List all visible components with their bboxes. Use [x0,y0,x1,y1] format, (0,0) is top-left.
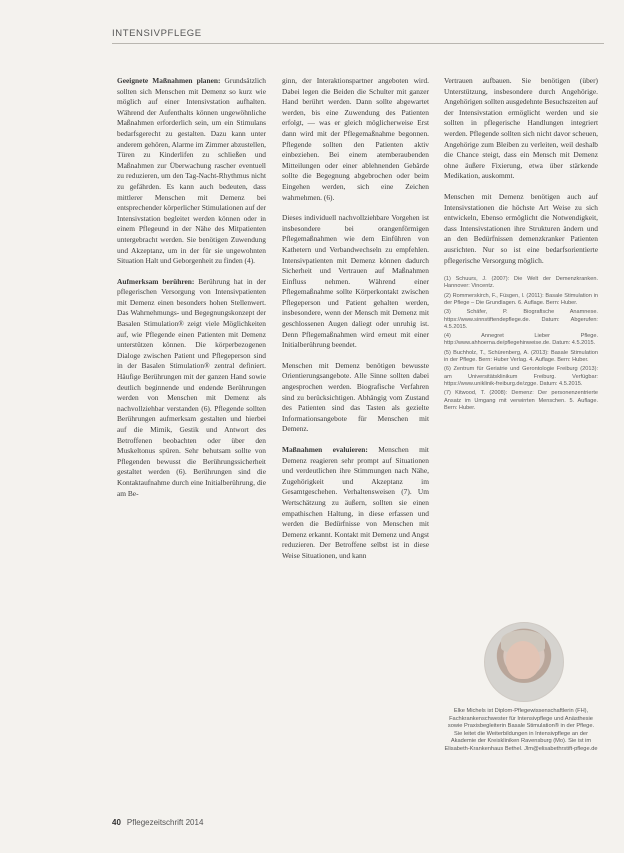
paragraph-text: Dieses individuell nachvollziehbare Vorgehen ist insbesondere bei orangenförmigen Pflegemaßnahmen wie dem Einführen von Kathetern und Verbandwechseln zu empfehlen. Intensivpatienten mit Demenz können dadurch Sicherheit und Vertrauen auf Maßnahmen Einfluss nehmen. Während einer Pflegemaßnahme sollte Körperkontakt zwischen Pflegeperson und Patient gehalten werden, insbesondere, wenn der Mensch mit Demenz mit geschlossenen Augen daliegt oder unruhig ist. Denn Pflegemaßnahmen wird erneut mit einer Initialberührung beendet. [282,213,429,350]
reference-item: (7) Kitwood, T. (2008): Demenz: Der personenzentrierte Ansatz im Umgang mit verwirrten Menschen. 5. Auflage. Bern: Huber. [444,390,598,411]
paragraph-text: Menschen mit Demenz benötigen bewusste Orientierungsangebote. Alle Sinne sollten dabei angesprochen werden. Biografische Verfahren sind zu berücksichtigen. Abhängig vom Zustand des Patienten sind das Tasten als gezielte Informationsangebote für Menschen mit Demenz. [282,360,429,434]
section-title: INTENSIVPFLEGE [112,28,202,39]
author-bio: Elke Michels ist Diplom-Pflegewissenschaftlerin (FH), Fachkrankenschwester für Intensivpflege und Anästhesie sowie Praxisbegleiterin Basale Stimulation® in der Pflege. Sie leitet die Weiterbildungen in Intensivpflege an der Akademie der Kreiskliniken Ravensburg (Mo). Sie ist im Elisabeth-Krankenhaus Bethel. Jlm@elisabethrstift-pflege.de [444,708,598,752]
reference-item: (3) Schäfer, P. Biografische Anamnese. https://www.sinnstiftendepflege.de. Datum: Abgerufen: 4.5.2015. [444,309,598,330]
header-rule [112,43,604,44]
journal-name: Pflegezeitschrift 2014 [126,818,204,827]
column-1 [117,76,266,509]
paragraph-heading: Geeignete Maßnahmen planen: [117,76,221,85]
reference-item: (1) Schuurs, J. (2007): Die Welt der Demenzkranken. Hannover: Vincentz. [444,276,598,290]
page-footer [112,818,203,827]
column-3 [444,76,598,414]
paragraph-text: ginn, der Interaktionspartner angeboten wird. Dabei legen die Beiden die Schulter mit ganzer Hand berührt werden. Dann sollte abgewartet werden, bis eine Zuwendung des Patienten erfolgt, — was er gleich möglicherweise Erst dann wird mit der Pflegemaßnahme begonnen. Pflegende sollten den Patienten aktiv einbeziehen. Bei einem atemberaubenden Mitteilungen oder einer ablehnenden Gebärde sollte die Begegnung abgebrochen oder beim Eingehen werden, sich eine Zeichen wahrnehmen. (6). [282,76,429,202]
paragraph-text: Menschen mit Demenz benötigen auch auf Intensivstationen die höchste Art Weise zu sich entwickeln, Ebenso ermöglicht die Notwendigkeit, dass Intensivstationen ihre Strukturen ändern und an den Bedürfnissen demenzkranker Patienten ausrichten. Nur so ist eine bedarfsorientierte pflegerische Versorgung möglich. [444,191,598,265]
author-face [506,641,540,679]
column-2 [282,76,429,572]
paragraph-heading: Aufmerksam berühren: [117,276,195,286]
reference-item: (6) Zentrum für Geriatrie und Gerontologie Freiburg (2013): am Universitätsklinikum Freiburg. Verfügbar: https://www.uniklinik-freiburg.de/zgge. Datum: 4.5.2015. [444,366,598,387]
reference-item: (2) Rommerskirch, F., Füsgen, I. (2011): Basale Stimulation in der Pflege – Die Grundlagen. 6. Auflage. Bern: Huber. [444,292,598,306]
paragraph [117,76,266,267]
reference-item: (4) Annegret Lieber Pflege. http://www.ahhoerna.de/pflegehinweise.de. Datum: 4.5.2015. [444,333,598,347]
paragraph [282,445,429,562]
paragraph-text: Menschen mit Demenz reagieren sehr prompt auf Situationen und verdeutlichen ihre Stimmungen nach Nähe, Zugehörigkeit und Akzeptanz im Gesamtgeschehen. Verhaltensweisen (7). Um Wertschätzung zu äußern, sollten sie einen empathischen Haltung, in diese erfassen und werden die Bedürfnisse von Menschen mit Demenz erkannt. Kontakt mit Demenz und Angst reduzieren. Der Betroffene selbst ist in diese Weise Situationen, und kann [282,445,429,560]
page-number: 40 [112,818,121,827]
paragraph-text: Vertrauen aufbauen. Sie benötigen (über) Unterstützung, insbesondere durch Angehörige. Angehörigen sollten ausgedehnte Besuchszeiten auf der Intensivstation ermöglicht werden und sie sollten in pflegerische Handlungen integriert werden. Pflegende sollten sich nicht davor scheuen, Angehörige zum Bleiben zu verleiten, weil deshalb die Chance steigt, dass ein Mensch mit Demenz ohne äußere Fixierung, etwa über stärkende Medikation, auskommt. [444,76,598,181]
paragraph-heading: Maßnahmen evaluieren: [282,445,368,454]
reference-list [444,276,598,412]
paragraph [117,277,266,499]
paragraph-text: Berührung hat in der pflegerischen Versorgung von Intensivpatienten mit Demenz einen besonders hohen Stellenwert. Das Wahrnehmungs- und Begegnungskonzept der Basalen Stimulation® zeigt viele Möglichkeiten auf, wie Pflegende einen Patienten mit Demenz unterstützen können. Die körperbezogenen Dialoge zwischen Patient und Pflegeperson sind in der Basalen Stimulation® zentral definiert. Häufige Berührungen mit der ganzen Hand sowie deutlich beginnende und endende Berührungen werden von Menschen mit Demenz als nachvollziehbar verstanden (6). Pflegende sollten Berührungen aufmerksam gestalten und hierbei auf die Mimik, Gestik und Antwort des Betroffenen beobachten oder über den Muskeltonus spüren. Sehr behutsam sollte von Pflegenden bewusst die Berührungssicherheit gestaltet werden (6). Berührungen sind die Kontaktaufnahme durch eine Initialberührung, die am Be- [117,276,267,498]
paragraph-text: Grundsätzlich sollten sich Menschen mit Demenz so kurz wie möglich auf einer Intensivstation aufhalten. Während der Aufenthalts können ungewöhnliche Maßnahmen erforderlich sein, um ein Stimulans bedarfsgerecht zu gestalten. Dazu kann unter anderem gehören, Alarme im Zimmer abzustellen, Türen zu Kinderlifen zu schließen und Maßnahmen zur Überwachung rascher eventuell zu reduzieren, um den Tag-Nacht-Rhythmus nicht zu gefährden. Es kann auch bedeuten, dass mittlerer Menschen mit Demenz bei entsprechender körperlicher Stimulationen auf der Intensivstation begleitet werden können oder in einem Pflegeund in der Nähe des Mitpatienten untergebracht werden. Sie benötigen Zuwendung und Akzeptanz, um in der für sie ungewohnten Situation Halt und Geborgenheit zu finden (4). [117,76,267,266]
reference-item: (5) Buchholz, T., Schürenberg, A. (2013): Basale Stimulation in der Pflege. Bern: Huber Verlag. 4. Auflage. Bern: Huber. [444,349,598,364]
